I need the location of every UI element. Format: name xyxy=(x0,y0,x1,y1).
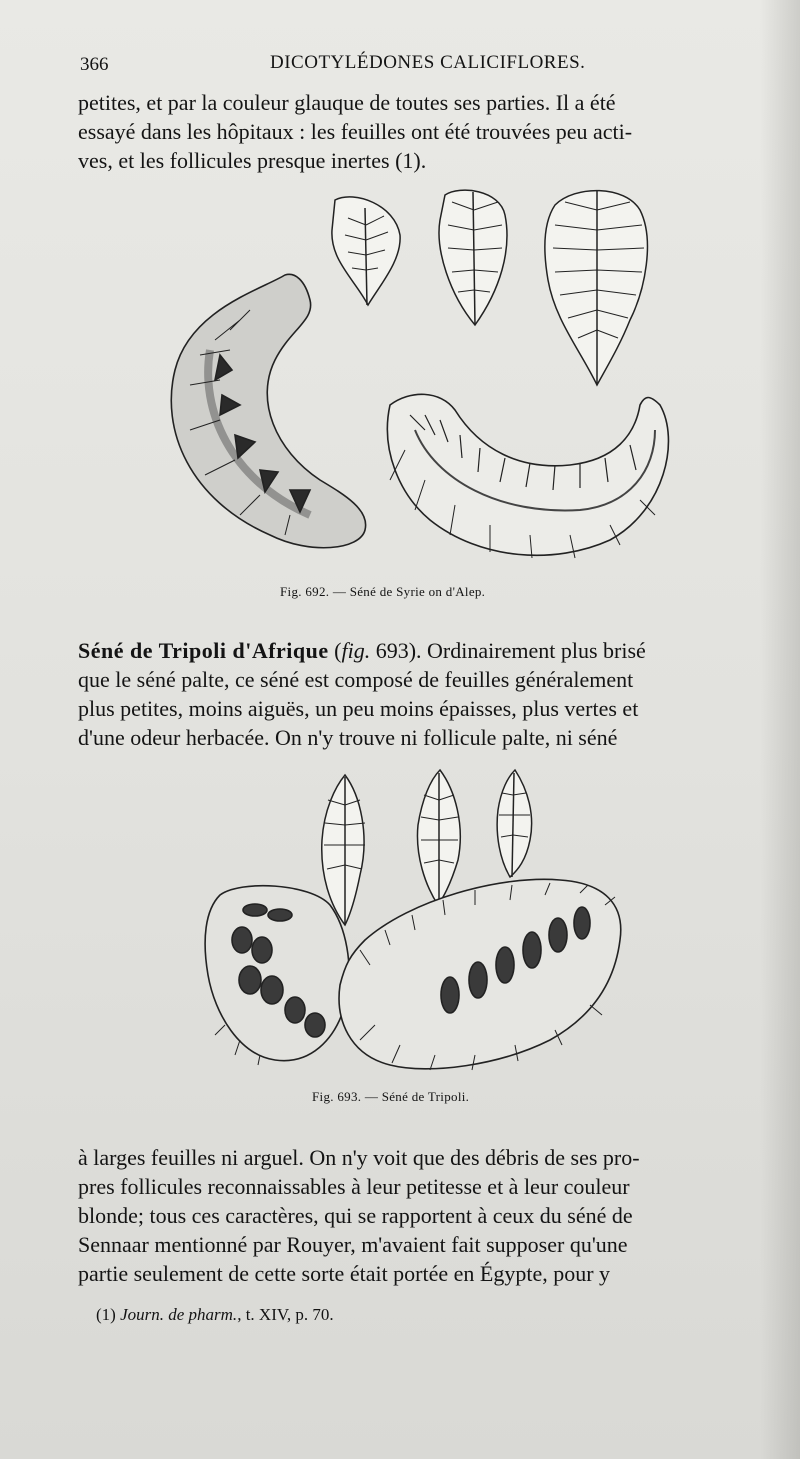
leaf-illustration-3 xyxy=(545,190,647,385)
pod-illustration-arc xyxy=(387,394,668,558)
pod-illustration-crescent xyxy=(171,274,365,547)
figure-693-caption: Fig. 693. — Séné de Tripoli. xyxy=(312,1089,470,1104)
leaf-illustration-2 xyxy=(439,190,507,325)
pod-illustration-long xyxy=(339,879,621,1070)
paragraph-continuation-2 xyxy=(78,1143,768,1288)
text-line: pres follicules reconnaissables à leur petitesse et à leur couleur xyxy=(78,1174,630,1199)
text-line: d'une odeur herbacée. On n'y trouve ni follicule palte, ni séné xyxy=(78,725,618,750)
figure-693-illustration xyxy=(200,765,630,1085)
entry-heading: Séné de Tripoli d'Afrique xyxy=(78,638,329,663)
text-line: petites, et par la couleur glauque de toutes ses parties. Il a été xyxy=(78,90,616,115)
footnote xyxy=(96,1305,334,1325)
figure-692-caption: Fig. 692. — Séné de Syrie on d'Alep. xyxy=(280,584,486,599)
page-number: 366 xyxy=(80,54,109,75)
running-head: DICOTYLÉDONES CALICIFLORES. xyxy=(270,52,586,73)
pod-illustration-oval xyxy=(205,886,349,1065)
text-line: Sennaar mentionné par Rouyer, m'avaient fait supposer qu'une xyxy=(78,1232,628,1257)
footnote-rest: , t. XIV, p. 70. xyxy=(237,1305,334,1324)
leaf-illustration-6 xyxy=(497,770,531,877)
lead-ref: 693). Ordinairement plus brisé xyxy=(370,638,646,663)
leaf-illustration-5 xyxy=(417,770,460,905)
figure-692-illustration xyxy=(160,180,760,580)
text-line: à larges feuilles ni arguel. On n'y voit que des débris de ses pro- xyxy=(78,1145,640,1170)
leaf-illustration-1 xyxy=(332,197,400,305)
text-line: essayé dans les hôpitaux : les feuilles ont été trouvées peu acti- xyxy=(78,119,633,144)
paragraph-continuation xyxy=(78,88,768,175)
page-header xyxy=(80,48,770,78)
text-line: plus petites, moins aiguës, un peu moins épaisses, plus vertes et xyxy=(78,696,639,721)
paragraph-tripoli xyxy=(78,636,768,752)
text-line: partie seulement de cette sorte était portée en Égypte, pour y xyxy=(78,1261,611,1286)
footnote-journal: Journ. de pharm. xyxy=(120,1305,238,1324)
fig-abbrev: fig. xyxy=(341,638,371,663)
text-line-lead xyxy=(78,636,768,665)
text-line: blonde; tous ces caractères, qui se rapportent à ceux du séné de xyxy=(78,1203,633,1228)
footnote-marker: (1) xyxy=(96,1305,116,1324)
lead-open: ( xyxy=(328,638,342,663)
text-line: que le séné palte, ce séné est composé de feuilles généralement xyxy=(78,667,634,692)
text-line: ves, et les follicules presque inertes (1). xyxy=(78,148,427,173)
